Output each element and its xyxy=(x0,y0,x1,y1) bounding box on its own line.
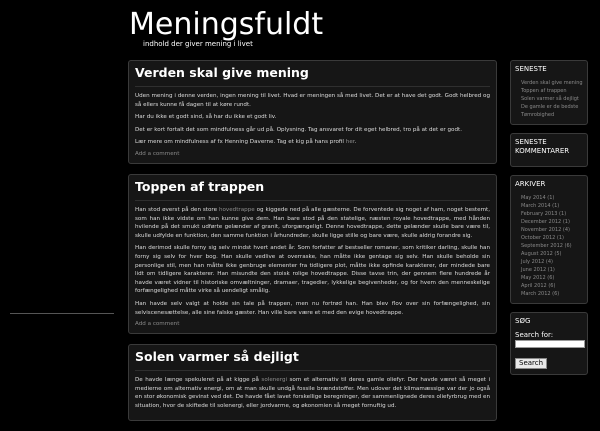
widget-title: SENESTE xyxy=(515,65,547,73)
widget-title: ARKIVER xyxy=(515,180,546,188)
archive-link[interactable]: June 2012 (1) xyxy=(521,267,555,273)
archives-widget xyxy=(510,175,588,304)
archive-link[interactable]: July 2012 (4) xyxy=(521,259,553,265)
add-comment-link[interactable]: Add a comment xyxy=(135,150,180,157)
post-title[interactable]: Verden skal give mening xyxy=(135,65,309,80)
left-divider xyxy=(10,313,114,314)
archive-link[interactable]: September 2012 (6) xyxy=(521,243,572,249)
paragraph-text: som et alternativ til deres gamle oliefyr. Der havde været så meget i medierne om alternativ energi, om at man skulle undgå fossile brændstoffer. Men udover det klimamæssige var der jo også en stor økonomisk gevinst ved det. De havde fået lavet forskellige beregninger, der sammenlignede deres oliefyrbrug med en situation, hvor de skiftede til solenergi, eller jordvarme, og økonomien så meget fornuftig ud. xyxy=(135,377,491,409)
widget-title: SØG xyxy=(515,317,531,325)
post xyxy=(128,60,497,164)
recent-post-link[interactable]: Verden skal give mening xyxy=(521,80,583,86)
post-paragraph xyxy=(135,376,490,410)
archive-link[interactable]: May 2014 (1) xyxy=(521,195,555,201)
sidebar xyxy=(510,60,588,383)
profile-link[interactable]: her xyxy=(345,139,355,146)
post-title[interactable]: Solen varmer så dejligt xyxy=(135,349,299,365)
paragraph-text: Han stod øverst på den store xyxy=(135,206,219,213)
paragraph-text: De havde længe spekuleret på at kigge på xyxy=(135,377,262,384)
post-title[interactable]: Toppen af trappen xyxy=(135,178,265,194)
archive-link[interactable]: March 2014 (1) xyxy=(521,203,560,209)
archive-link[interactable]: April 2012 (6) xyxy=(521,283,556,289)
post xyxy=(128,174,497,334)
archive-link[interactable]: November 2012 (4) xyxy=(521,227,570,233)
archive-link[interactable]: May 2012 (6) xyxy=(521,275,555,281)
post-paragraph: Det er kort fortalt det som mindfulness går ud på. Oplysning. Tag ansvaret for dit eget helbred, tro på at det er godt. xyxy=(135,126,462,133)
site-title[interactable]: Meningsfuldt xyxy=(129,7,324,42)
search-input[interactable] xyxy=(515,340,585,348)
title-divider xyxy=(135,86,490,87)
title-divider xyxy=(135,370,490,371)
hovedtrappe-link[interactable]: hovedtrappe xyxy=(218,206,255,213)
post-paragraph: Han derimod skulle forny sig selv mindst hvert andet år. Som forfatter af bestseller romaner, som kritiker darling, skulle han forny sig selv for hver bog. Han skulle vedlive at overraske, han måtte ikke gentage sig selv. Han skulle beholde sin personlige stil, men han måtte ikke genbruge elementer fra tidligere plot, måtte ikke opfinde karakterer, der mindede bare lidt om tidligere karakterer. Han misundte den stoisk rolige hovedtrappe. Disse tavse trin, der gennem flere hundrede år havde været vidner til historiske omvæltninger, dramaer, tragedier, lykkelige begivenheder, og for hvem den menneskelige forfængelighed måtte virke så uendeligt smålig. xyxy=(135,245,490,295)
post-paragraph: Uden mening i denne verden, ingen mening til livet. Hvad er meningen så med livet. Det er at have det godt. Godt helbred og så ellers kunne få dagen til at køre rundt. xyxy=(135,93,490,108)
add-comment-link[interactable]: Add a comment xyxy=(135,321,180,328)
paragraph-text: og kiggede ned på alle gæsterne. De forventede sig noget af ham, noget bestemt, som han ikke vidste om han kunne give dem. Han bare stod på den statelige, næsten royale hovedtrappe, med hånden hvilende på det smukt udførte gelænder af granit, uforgængeligt. Denne hovedtrappe, dette gelænder skulle bare være til, skulle udfylde en funktion, den samme funktion i århundreder, skulle ligge stille og bare være, skulle aldrig forandre sig. xyxy=(135,206,490,239)
solenergi-link[interactable]: solenergi xyxy=(261,377,288,384)
archive-link[interactable]: February 2013 (1) xyxy=(521,211,567,217)
paragraph-text: . xyxy=(354,139,357,146)
post-paragraph: Han havde selv valgt at holde sin tale på trappen, men nu fortrød han. Han blev flov over sin forfængelighed, sin selviscenesættelse, alle sine falske gæster. Han ville bare være et med den evige hovedtrappe. xyxy=(135,300,490,316)
title-divider xyxy=(135,200,490,201)
archive-link[interactable]: December 2012 (1) xyxy=(521,219,570,225)
recent-posts-widget xyxy=(510,60,588,125)
post xyxy=(128,344,497,421)
search-button[interactable]: Search xyxy=(515,358,547,369)
post-paragraph xyxy=(135,206,490,240)
search-widget xyxy=(510,312,588,375)
paragraph-text: Lær mere om mindfulness af fx Henning Daverne. Tag et kig på hans profil xyxy=(135,139,346,146)
recent-post-link[interactable]: Solen varmer så dejligt xyxy=(521,96,579,102)
recent-post-link[interactable]: Tømrobighed xyxy=(521,112,555,118)
post-paragraph: Har du ikke et godt sind, så har du ikke et godt liv. xyxy=(135,114,277,121)
archive-link[interactable]: August 2012 (5) xyxy=(521,251,562,257)
archive-link[interactable]: March 2012 (6) xyxy=(521,291,560,297)
recent-comments-widget xyxy=(510,133,588,167)
recent-post-link[interactable]: Toppen af trappen xyxy=(521,88,567,94)
recent-post-link[interactable]: De gamle er de bedste xyxy=(521,104,579,110)
main-content xyxy=(128,60,497,431)
archive-link[interactable]: October 2012 (1) xyxy=(521,235,564,241)
search-label: Search for: xyxy=(515,331,554,339)
widget-title: SENESTE KOMMENTARER xyxy=(515,138,570,155)
site-description: indhold der giver mening i livet xyxy=(143,40,253,48)
post-paragraph xyxy=(135,138,490,147)
